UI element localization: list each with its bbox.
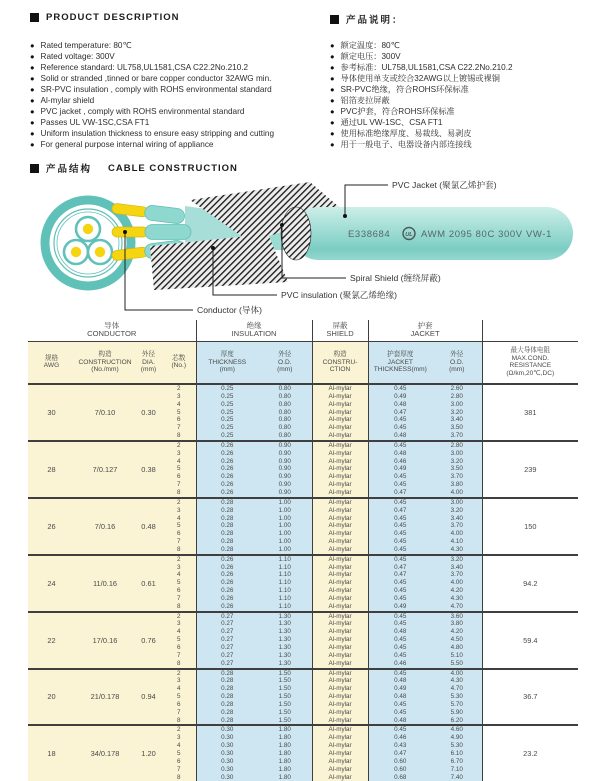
cell-jacket-thickness: 0.45 0.45 0.48 0.45 0.45 0.45 0.46: [368, 612, 432, 669]
cell-max-resistance: 94.2: [482, 555, 578, 612]
cell-cores: 2 3 4 5 6 7 8: [162, 441, 196, 498]
section-marker-icon: [330, 15, 339, 24]
cell-cores: 2 3 4 5 6 7 8: [162, 498, 196, 555]
description-item-zh-text: ● 通过UL VW-1SC、CSA FT1: [340, 118, 443, 127]
spec-row-awg-26: [28, 498, 578, 555]
cell-insulation-thickness: 0.28 0.28 0.28 0.28 0.28 0.28 0.28: [196, 669, 258, 726]
cell-dia: 0.38: [135, 441, 162, 498]
col-shield-construction: 构造 CONSTRU- CTION: [312, 341, 368, 384]
cell-construction: 17/0.16: [75, 612, 135, 669]
col-max-resistance: 最大导体电阻 MAX.COND. RESISTANCE (Ω/km,20℃,DC): [482, 341, 578, 384]
description-item-zh: [330, 40, 513, 51]
spec-row-awg-24: [28, 555, 578, 612]
description-item-zh-text: ● PVC护套，符合ROHS环保标准: [340, 107, 455, 116]
cell-shield-construction: Al-mylar Al-mylar Al-mylar Al-mylar Al-mylar Al-mylar Al-mylar: [312, 441, 368, 498]
cell-max-resistance: 381: [482, 384, 578, 441]
col-awg: 规格 AWG: [28, 341, 75, 384]
product-description-title-zh: [330, 12, 404, 26]
description-item-zh: [330, 106, 513, 117]
cable-print-suffix: AWM 2095 80C 300V VW-1: [421, 229, 552, 240]
product-description-list-zh: [330, 40, 513, 150]
cell-jacket-od: 3.20 3.40 3.70 4.00 4.20 4.30 4.70: [432, 555, 482, 612]
col-ins-thickness: 厚度 THICKNESS (mm): [196, 341, 258, 384]
col-dia: 外径 DIA. (mm): [135, 341, 162, 384]
cell-awg: 26: [28, 498, 75, 555]
cell-cores: 2 3 4 5 6 7 8: [162, 725, 196, 781]
spec-row-awg-28: [28, 441, 578, 498]
description-item-en-text: ● Solid or stranded ,tinned or bare copper conductor 32AWG min.: [40, 74, 272, 83]
spec-row-awg-20: [28, 669, 578, 726]
cell-awg: 22: [28, 612, 75, 669]
cell-jacket-thickness: 0.45 0.48 0.49 0.48 0.45 0.45 0.48: [368, 669, 432, 726]
cell-dia: 0.94: [135, 669, 162, 726]
product-description-list-en: [30, 40, 274, 150]
description-item-zh: [330, 51, 513, 62]
cell-jacket-thickness: 0.45 0.47 0.45 0.45 0.45 0.45 0.45: [368, 498, 432, 555]
cell-insulation-thickness: 0.26 0.26 0.26 0.26 0.26 0.26 0.26: [196, 555, 258, 612]
description-item-en-text: ● Reference standard: UL758,UL1581,CSA C22.2No.210.2: [40, 63, 249, 72]
product-description-title-text: PRODUCT DESCRIPTION: [46, 12, 180, 23]
description-item-en: [30, 95, 274, 106]
description-item-en-text: ● SR-PVC insulation , comply with ROHS environmental standard: [40, 85, 272, 94]
label-conductor: Conductor (导体): [197, 305, 262, 315]
description-item-zh: [330, 128, 513, 139]
cell-insulation-od: 1.80 1.80 1.80 1.80 1.80 1.80 1.80: [258, 725, 312, 781]
cell-dia: 0.30: [135, 384, 162, 441]
col-construction: 构造 CONSTRUCTION (No./mm): [75, 341, 135, 384]
col-jacket-od: 外径 O.D. (mm): [432, 341, 482, 384]
cell-cores: 2 3 4 5 6 7 8: [162, 384, 196, 441]
description-item-en-text: ● For general purpose internal wiring of appliance: [40, 140, 214, 149]
cell-awg: 24: [28, 555, 75, 612]
spec-row-awg-22: [28, 612, 578, 669]
cell-shield-construction: Al-mylar Al-mylar Al-mylar Al-mylar Al-mylar Al-mylar Al-mylar: [312, 498, 368, 555]
label-spiral-shield: Spiral Shield (缠绕屏蔽): [350, 273, 441, 283]
description-item-zh: [330, 73, 513, 84]
description-item-zh-text: ● 额定电压：300V: [340, 52, 401, 61]
cell-jacket-od: 4.60 4.90 5.30 6.10 6.70 7.10 7.40: [432, 725, 482, 781]
cell-jacket-thickness: 0.45 0.49 0.48 0.47 0.45 0.45 0.48: [368, 384, 432, 441]
cell-dia: 0.61: [135, 555, 162, 612]
description-item-en: [30, 73, 274, 84]
description-item-en: [30, 84, 274, 95]
cell-awg: 30: [28, 384, 75, 441]
cell-awg: 20: [28, 669, 75, 726]
label-pvc-insulation: PVC insulation (聚氯乙烯绝缘): [281, 290, 398, 300]
cell-jacket-od: 3.60 3.80 4.20 4.50 4.80 5.10 5.50: [432, 612, 482, 669]
cell-insulation-od: 0.80 0.80 0.80 0.80 0.80 0.80 0.80: [258, 384, 312, 441]
cell-construction: 7/0.10: [75, 384, 135, 441]
table-column-header-row: [28, 341, 578, 384]
cell-cores: 2 3 4 5 6 7 8: [162, 555, 196, 612]
description-item-zh-text: ● 使用标准绝缘厚度、易裁线、易剥皮: [340, 129, 472, 138]
cell-max-resistance: 150: [482, 498, 578, 555]
cell-insulation-thickness: 0.28 0.28 0.28 0.28 0.28 0.28 0.28: [196, 498, 258, 555]
cell-cores: 2 3 4 5 6 7 8: [162, 669, 196, 726]
description-item-zh: [330, 84, 513, 95]
cell-shield-construction: Al-mylar Al-mylar Al-mylar Al-mylar Al-mylar Al-mylar Al-mylar: [312, 669, 368, 726]
cell-jacket-thickness: 0.45 0.47 0.47 0.45 0.45 0.45 0.49: [368, 555, 432, 612]
cell-dia: 1.20: [135, 725, 162, 781]
group-resistance-spacer: [482, 320, 578, 341]
cell-max-resistance: 36.7: [482, 669, 578, 726]
cell-awg: 18: [28, 725, 75, 781]
ul-logo-text: UL: [405, 232, 413, 238]
cell-construction: 34/0.178: [75, 725, 135, 781]
cell-insulation-od: 1.00 1.00 1.00 1.00 1.00 1.00 1.00: [258, 498, 312, 555]
cell-construction: 7/0.16: [75, 498, 135, 555]
description-item-en: [30, 117, 274, 128]
cell-construction: 7/0.127: [75, 441, 135, 498]
spec-row-awg-30: [28, 384, 578, 441]
cell-cores: 2 3 4 5 6 7 8: [162, 612, 196, 669]
description-item-zh-text: ● 导体使用单支或绞合32AWG以上镀锡或裸铜: [340, 74, 500, 83]
description-item-zh: [330, 62, 513, 73]
product-description-title-zh-text: 产品说明：: [346, 15, 404, 26]
construction-title-en: CABLE CONSTRUCTION: [108, 162, 238, 174]
cell-max-resistance: 239: [482, 441, 578, 498]
cell-insulation-od: 1.50 1.50 1.50 1.50 1.50 1.50 1.50: [258, 669, 312, 726]
cell-dia: 0.76: [135, 612, 162, 669]
description-item-zh: [330, 139, 513, 150]
cell-max-resistance: 59.4: [482, 612, 578, 669]
description-item-zh-text: ● 铝箔麦拉屏蔽: [340, 96, 390, 105]
specification-table: [28, 320, 578, 781]
table-group-header-row: [28, 320, 578, 341]
description-item-en-text: ● Al-mylar shield: [40, 96, 95, 105]
cell-jacket-thickness: 0.45 0.46 0.43 0.47 0.60 0.60 0.68: [368, 725, 432, 781]
cable-construction-diagram: [0, 170, 603, 318]
product-description-title-en: [30, 12, 180, 23]
cell-max-resistance: 23.2: [482, 725, 578, 781]
cell-shield-construction: Al-mylar Al-mylar Al-mylar Al-mylar Al-mylar Al-mylar Al-mylar: [312, 555, 368, 612]
construction-title-zh: 产品结构: [46, 164, 93, 175]
description-item-en: [30, 128, 274, 139]
description-item-en: [30, 106, 274, 117]
group-insulation: 绝缘 INSULATION: [196, 320, 312, 341]
cell-insulation-od: 1.30 1.30 1.30 1.30 1.30 1.30 1.30: [258, 612, 312, 669]
spec-row-awg-18: [28, 725, 578, 781]
cell-jacket-thickness: 0.45 0.48 0.46 0.49 0.45 0.45 0.47: [368, 441, 432, 498]
description-item-en: [30, 40, 274, 51]
group-shield: 屏蔽 SHIELD: [312, 320, 368, 341]
group-jacket: 护套 JACKET: [368, 320, 482, 341]
cell-dia: 0.48: [135, 498, 162, 555]
cell-construction: 21/0.178: [75, 669, 135, 726]
description-item-en-text: ● PVC jacket , comply with ROHS environmental standard: [40, 107, 245, 116]
cell-shield-construction: Al-mylar Al-mylar Al-mylar Al-mylar Al-mylar Al-mylar Al-mylar: [312, 384, 368, 441]
col-ins-od: 外径 O.D. (mm): [258, 341, 312, 384]
group-conductor: 导体 CONDUCTOR: [28, 320, 196, 341]
description-item-en: [30, 62, 274, 73]
description-item-zh: [330, 117, 513, 128]
cell-awg: 28: [28, 441, 75, 498]
section-marker-icon: [30, 13, 39, 22]
description-item-en-text: ● Rated voltage: 300V: [40, 52, 115, 61]
col-jacket-thickness: 护套厚度 JACKET THICKNESS(mm): [368, 341, 432, 384]
cell-insulation-thickness: 0.30 0.30 0.30 0.30 0.30 0.30 0.30: [196, 725, 258, 781]
cell-shield-construction: Al-mylar Al-mylar Al-mylar Al-mylar Al-mylar Al-mylar Al-mylar: [312, 725, 368, 781]
description-item-zh-text: ● 参考标准：UL758,UL1581,CSA C22.2No.210.2: [340, 63, 513, 72]
cell-jacket-od: 3.00 3.20 3.40 3.70 4.00 4.10 4.30: [432, 498, 482, 555]
cell-insulation-thickness: 0.26 0.26 0.26 0.26 0.26 0.26 0.26: [196, 441, 258, 498]
description-item-en-text: ● Passes UL VW-1SC,CSA FT1: [40, 118, 150, 127]
description-item-en: [30, 139, 274, 150]
description-item-zh: [330, 95, 513, 106]
description-item-en: [30, 51, 274, 62]
cell-shield-construction: Al-mylar Al-mylar Al-mylar Al-mylar Al-mylar Al-mylar Al-mylar: [312, 612, 368, 669]
cell-insulation-od: 0.90 0.90 0.90 0.90 0.90 0.90 0.90: [258, 441, 312, 498]
cell-construction: 11/0.16: [75, 555, 135, 612]
cell-jacket-od: 2.60 2.80 3.00 3.20 3.40 3.50 3.70: [432, 384, 482, 441]
cell-insulation-thickness: 0.27 0.27 0.27 0.27 0.27 0.27 0.27: [196, 612, 258, 669]
cell-jacket-od: 2.80 3.00 3.20 3.50 3.70 3.80 4.00: [432, 441, 482, 498]
cable-print: [348, 228, 552, 241]
description-item-en-text: ● Uniform insulation thickness to ensure easy stripping and cutting: [40, 129, 274, 138]
cable-print-prefix: E338684: [348, 229, 391, 240]
description-item-zh-text: ● 额定温度：80℃: [340, 41, 400, 50]
cell-insulation-od: 1.10 1.10 1.10 1.10 1.10 1.10 1.10: [258, 555, 312, 612]
cell-insulation-thickness: 0.25 0.25 0.25 0.25 0.25 0.25 0.25: [196, 384, 258, 441]
col-cores: 芯数 (No.): [162, 341, 196, 384]
description-item-zh-text: ● SR-PVC绝缘，符合ROHS环保标准: [340, 85, 469, 94]
cell-jacket-od: 4.00 4.30 4.70 5.30 5.70 5.90 6.20: [432, 669, 482, 726]
label-pvc-jacket: PVC Jacket (聚氯乙烯护套): [392, 180, 497, 190]
description-item-zh-text: ● 用于一般电子、电器设备内部连接线: [340, 140, 472, 149]
description-item-en-text: ● Rated temperature: 80℃: [40, 41, 132, 50]
